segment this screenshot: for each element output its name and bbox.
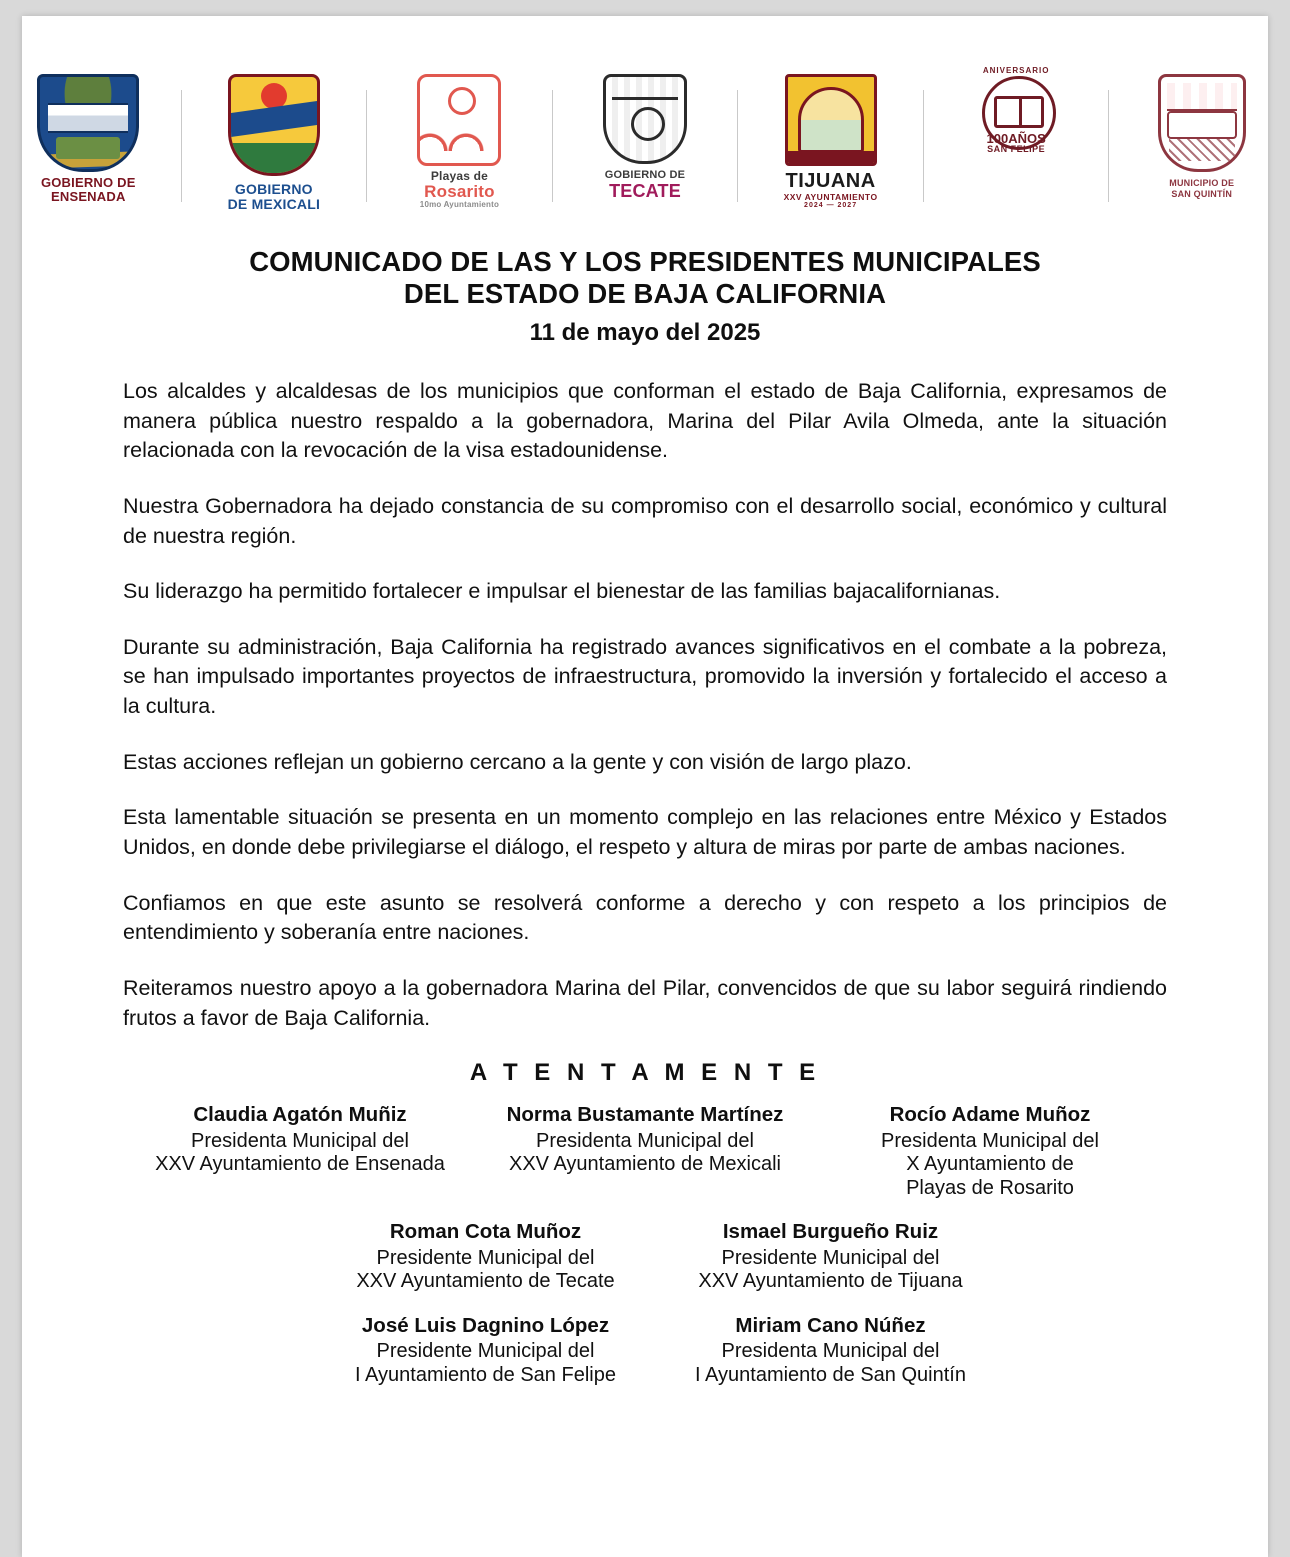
san-quintin-crest-icon [1158,74,1246,172]
signature-name: Rocío Adame Muñoz [889,1103,1091,1127]
signature-playas-de-rosarito [818,1103,1163,1200]
logo-caption-line: GOBIERNO DE [40,175,136,190]
signature-grid [123,1103,1167,1387]
document-page [22,16,1268,1557]
signature-role [818,1130,1163,1201]
logo-divider [923,90,924,202]
logo-ensenada [22,74,155,222]
logo-caption-line: TECATE [609,180,681,201]
signature-role [473,1130,818,1177]
signature-role [313,1340,658,1387]
signature-role [128,1130,473,1177]
logo-caption-line: DE MEXICALI [227,196,321,213]
logo-tijuana [764,74,897,222]
logo-caption-line: SAN FELIPE [987,144,1046,154]
signature-name: Miriam Cano Núñez [735,1313,926,1337]
logo-caption-line: 100AÑOS [986,131,1046,146]
logo-divider [1108,90,1109,202]
body-paragraph: Confiamos en que este asunto se resolverá conforme a derecho y con respeto a los principios de entendimiento y soberanía entre naciones. [123,890,1167,945]
logo-caption-tijuana [784,171,878,209]
signature-role-line: XXV Ayuntamiento de Mexicali [508,1153,781,1176]
ensenada-crest-icon [37,74,139,172]
logo-caption-mexicali [228,182,320,212]
logo-caption-san-quintin [1169,178,1234,200]
signature-role-line: XXV Ayuntamiento de Tijuana [698,1270,963,1293]
signature-name: Roman Cota Muñoz [389,1220,582,1244]
signature-role-line: Presidenta Municipal del [881,1129,1099,1152]
signature-role-line: Presidente Municipal del [721,1246,940,1269]
logo-caption-line: Playas de [430,169,489,183]
signature-san-felipe [313,1314,658,1387]
logo-caption-line: MUNICIPIO DE [1169,178,1235,188]
body-paragraph: Su liderazgo ha permitido fortalecer e impulsar el bienestar de las familias bajacalifornianas. [123,579,1001,604]
signature-tijuana [658,1220,1003,1293]
document-title-block [22,246,1268,347]
logo-divider [737,90,738,202]
signature-ensenada [128,1103,473,1200]
signature-mexicali [473,1103,818,1200]
logo-caption-tecate [605,170,685,201]
signature-role-line: I Ayuntamiento de San Quintín [695,1363,966,1386]
signature-san-quintin [658,1314,1003,1387]
signature-name: José Luis Dagnino López [361,1313,610,1337]
signature-role-line: Playas de Rosarito [906,1176,1074,1199]
logo-caption-line: GOBIERNO [234,181,313,197]
logo-caption-line: XXV AYUNTAMIENTO [783,191,878,202]
san-felipe-centennial-icon [966,66,1066,158]
rosarito-mark-icon [417,74,501,166]
signature-tecate [313,1220,658,1293]
signature-role [313,1247,658,1294]
signature-role [658,1247,1003,1294]
signature-name: Claudia Agatón Muñiz [193,1103,407,1127]
body-paragraph: Estas acciones reflejan un gobierno cercano a la gente y con visión de largo plazo. [123,749,912,774]
signature-row [123,1103,1167,1200]
logo-divider [366,90,367,202]
signature-role-line: I Ayuntamiento de San Felipe [355,1363,616,1386]
document-date: 11 de mayo del 2025 [529,318,761,346]
logo-mexicali [208,74,341,222]
logo-caption-line: SAN QUINTÍN [1171,188,1233,199]
body-paragraph: Nuestra Gobernadora ha dejado constancia de su compromiso con el desarrollo social, económico y cultural de nuestra región. [123,493,1167,548]
document-body [123,377,1167,1387]
logo-caption-line: GOBIERNO DE [604,169,686,181]
signature-row [123,1314,1167,1387]
logo-san-quintin [1135,74,1268,222]
body-paragraph: Esta lamentable situación se presenta en un momento complejo en las relaciones entre México y Estados Unidos, en donde debe privilegiarse el diálogo, el respeto y altura de miras por parte de ambas naciones. [123,805,1167,860]
body-paragraph: Los alcaldes y alcaldesas de los municipios que conforman el estado de Baja California, expresamos de manera pública nuestro respaldo a la gobernadora, Marina del Pilar Avila Olmeda, ante la situación relacionada con la revocación de la visa estadounidense. [123,378,1167,463]
signature-role-line: Presidenta Municipal del [191,1129,409,1152]
logo-caption-line: ENSENADA [50,189,126,205]
signature-role-line: Presidente Municipal del [376,1246,595,1269]
tecate-crest-icon [603,74,687,164]
logo-caption-line: TIJUANA [785,170,876,192]
logo-divider [552,90,553,202]
signature-name: Ismael Burgueño Ruiz [722,1220,939,1244]
signature-role-line: Presidente Municipal del [376,1339,595,1362]
signature-row [123,1220,1167,1293]
logo-caption-rosarito [420,170,499,210]
signature-role [658,1340,1003,1387]
logo-caption-ensenada [41,176,136,204]
closing-salutation: A T E N T A M E N T E [469,1059,821,1087]
body-paragraph: Reiteramos nuestro apoyo a la gobernadora Marina del Pilar, convencidos de que su labor seguirá rindiendo frutos a favor de Baja California. [123,976,1167,1030]
signature-role-line: XXV Ayuntamiento de Ensenada [155,1153,445,1176]
body-paragraph: Durante su administración, Baja California ha registrado avances significativos en el combate a la pobreza, se han impulsado importantes proyectos de infraestructura, promovido la inversión y fortalecido el acceso a la cultura. [123,634,1167,719]
tijuana-crest-icon [785,74,877,166]
logo-caption-line: 2024 — 2027 [804,201,858,209]
logo-divider [181,90,182,202]
page-title-line-2: DEL ESTADO DE BAJA CALIFORNIA [403,278,887,310]
signature-name: Norma Bustamante Martínez [506,1103,784,1127]
signature-role-line: X Ayuntamiento de [906,1153,1074,1176]
signature-role-line: Presidenta Municipal del [536,1129,754,1152]
logo-caption-line: Rosarito [424,181,495,201]
logo-san-felipe [950,66,1083,222]
mexicali-crest-icon [228,74,320,176]
signature-role-line: Presidenta Municipal del [721,1339,940,1362]
signature-role-line: XXV Ayuntamiento de Tecate [356,1270,615,1293]
logo-rosarito [393,74,526,222]
logo-caption-line: ANIVERSARIO [982,66,1050,75]
logo-caption-line: 10mo Ayuntamiento [419,200,500,210]
page-title-line-1: COMUNICADO DE LAS Y LOS PRESIDENTES MUNICIPALES [249,246,1041,277]
logo-tecate [579,74,712,222]
municipal-logo-strip [22,16,1268,222]
